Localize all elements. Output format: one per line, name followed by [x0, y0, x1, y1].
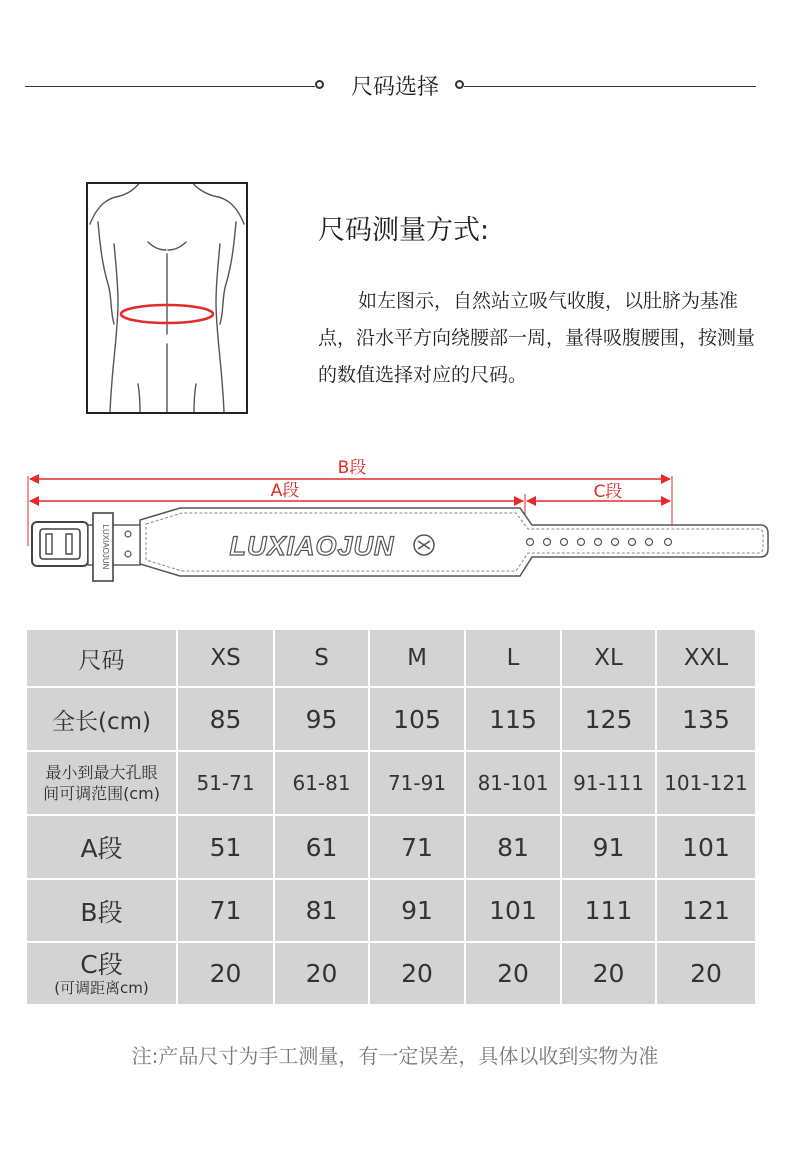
- rivet-1: [125, 531, 131, 537]
- keeper-brand-text: LUXIAOJUN: [101, 524, 110, 570]
- header-cell: S: [274, 629, 369, 687]
- row-label: 全长(cm): [26, 687, 177, 751]
- table-cell: 81: [274, 879, 369, 942]
- row-label: [26, 942, 177, 1005]
- table-cell: 20: [177, 942, 274, 1005]
- header-line-left: [25, 86, 315, 87]
- label-c: C段: [593, 482, 623, 502]
- body-figure: [86, 182, 248, 414]
- body-outline-illustration: [88, 184, 246, 412]
- measure-description: 如左图示，自然站立吸气收腹，以肚脐为基准点，沿水平方向绕腰部一周，量得吸腹腰围，按测量的数值选择对应的尺码。: [318, 290, 756, 386]
- footnote: 注:产品尺寸为手工测量，有一定误差，具体以收到实物为准: [131, 1044, 659, 1068]
- table-cell: 101: [465, 879, 561, 942]
- table-row-b: [26, 879, 756, 942]
- table-row-length: [26, 687, 756, 751]
- table-cell: 111: [561, 879, 656, 942]
- row-label-main: C段: [80, 949, 123, 979]
- table-row-a: [26, 815, 756, 879]
- table-cell: 61-81: [274, 751, 369, 815]
- table-cell: 20: [656, 942, 756, 1005]
- table-header-row: [26, 629, 756, 687]
- table-cell: 20: [274, 942, 369, 1005]
- buckle-prong-2: [66, 534, 72, 554]
- table-row-c: [26, 942, 756, 1005]
- table-cell: 95: [274, 687, 369, 751]
- table-cell: 121: [656, 879, 756, 942]
- buckle-prong-1: [46, 534, 52, 554]
- header-dot-right: [455, 80, 464, 89]
- table-cell: 101: [656, 815, 756, 879]
- table-cell: 81-101: [465, 751, 561, 815]
- header-cell: XL: [561, 629, 656, 687]
- table-cell: 115: [465, 687, 561, 751]
- table-cell: 61: [274, 815, 369, 879]
- table-cell: 51: [177, 815, 274, 879]
- row-label-sub: (可调距离cm): [54, 978, 149, 997]
- table-cell: 85: [177, 687, 274, 751]
- header-cell: M: [369, 629, 465, 687]
- table-cell: 20: [561, 942, 656, 1005]
- table-cell: 91: [369, 879, 465, 942]
- header-dot-left: [315, 80, 324, 89]
- table-cell: 71-91: [369, 751, 465, 815]
- table-cell: 20: [369, 942, 465, 1005]
- table-cell: 91-111: [561, 751, 656, 815]
- table-cell: 51-71: [177, 751, 274, 815]
- label-b: B段: [337, 458, 367, 478]
- table-cell: 101-121: [656, 751, 756, 815]
- belt-diagram: [0, 450, 790, 600]
- row-label-line1: 最小到最大孔眼: [45, 763, 158, 782]
- table-cell: 81: [465, 815, 561, 879]
- row-label: [26, 751, 177, 815]
- belt-holes: [527, 539, 672, 546]
- table-cell: 125: [561, 687, 656, 751]
- header-cell: XXL: [656, 629, 756, 687]
- table-row-range: [26, 751, 756, 815]
- table-cell: 20: [465, 942, 561, 1005]
- header-cell: XS: [177, 629, 274, 687]
- row-label: A段: [26, 815, 177, 879]
- header-line-right: [464, 86, 756, 87]
- brand-logo-text: LUXIAOJUN: [229, 531, 395, 561]
- size-table: [25, 628, 757, 1006]
- header-cell: L: [465, 629, 561, 687]
- table-cell: 135: [656, 687, 756, 751]
- table-cell: 71: [369, 815, 465, 879]
- rivet-2: [125, 551, 131, 557]
- header-cell: 尺码: [26, 629, 177, 687]
- table-cell: 91: [561, 815, 656, 879]
- label-a: A段: [270, 481, 300, 501]
- row-label-line2: 间可调范围(cm): [43, 784, 160, 803]
- table-cell: 105: [369, 687, 465, 751]
- measure-title: 尺码测量方式:: [318, 215, 490, 246]
- section-title: 尺码选择: [350, 75, 439, 100]
- row-label: B段: [26, 879, 177, 942]
- table-cell: 71: [177, 879, 274, 942]
